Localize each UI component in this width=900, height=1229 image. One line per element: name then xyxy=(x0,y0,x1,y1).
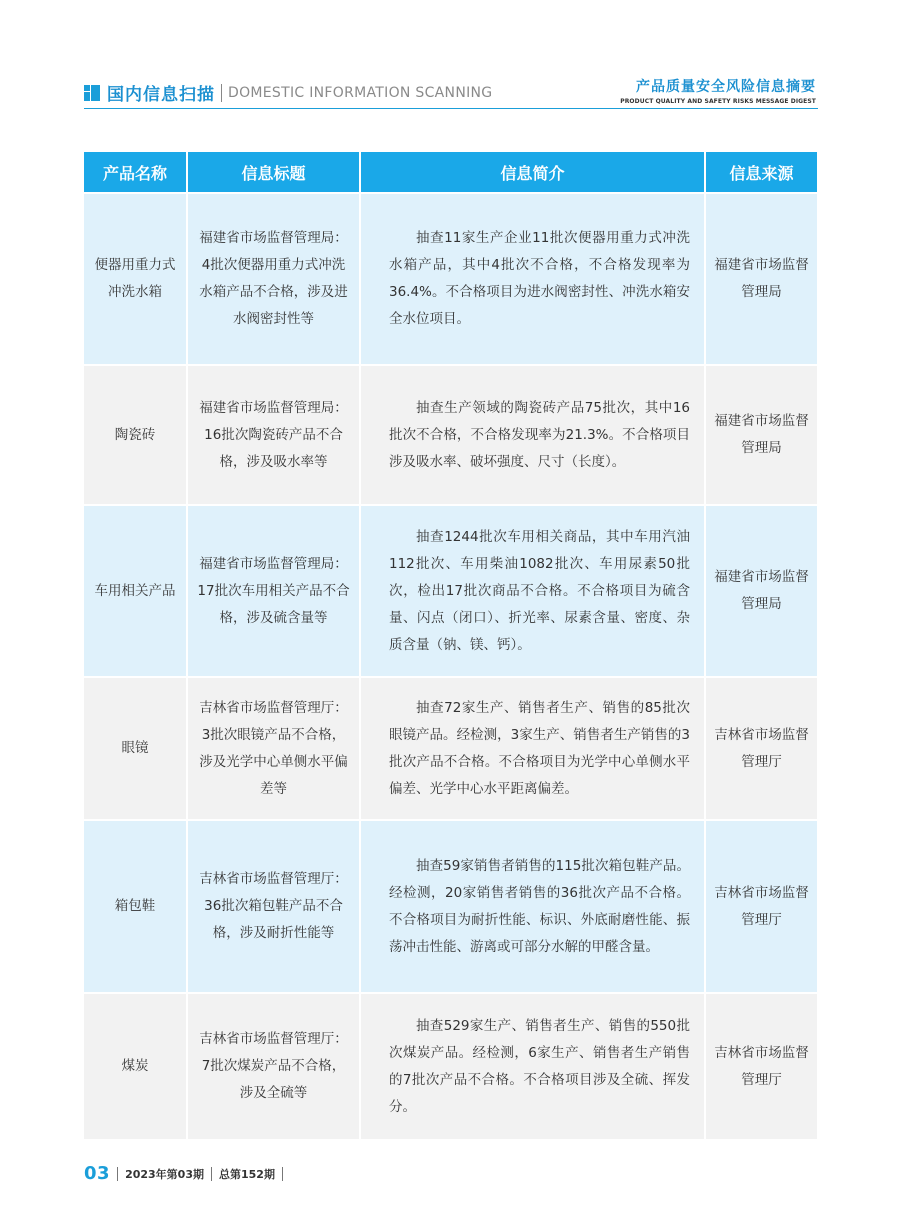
header-divider xyxy=(221,84,222,102)
info-summary: 抽查59家销售者销售的115批次箱包鞋产品。经检测，20家销售者销售的36批次产品不合格。不合格项目为耐折性能、标识、外底耐磨性能、振荡冲击性能、游离或可部分水解的甲醛含量。 xyxy=(360,820,705,993)
risk-info-table xyxy=(84,152,817,1141)
section-logo-icon xyxy=(84,85,100,101)
product-name: 陶瓷砖 xyxy=(84,365,187,505)
issue-label: 2023年第03期 xyxy=(125,1167,204,1181)
publication-title: 产品质量安全风险信息摘要 xyxy=(636,79,816,95)
info-summary: 抽查529家生产、销售者生产、销售的550批次煤炭产品。经检测，6家生产、销售者生产销售的7批次产品不合格。不合格项目涉及全硫、挥发分。 xyxy=(360,993,705,1140)
info-summary: 抽查生产领域的陶瓷砖产品75批次，其中16批次不合格，不合格发现率为21.3%。不合格项目涉及吸水率、破坏强度、尺寸（长度）。 xyxy=(360,365,705,505)
column-header-product: 产品名称 xyxy=(84,152,187,193)
page-header xyxy=(84,74,818,110)
publication-subtitle: PRODUCT QUALITY AND SAFETY RISKS MESSAGE DIGEST xyxy=(620,98,816,105)
info-title: 吉林省市场监督管理厅：3批次眼镜产品不合格，涉及光学中心单侧水平偏差等 xyxy=(187,677,360,820)
table-row xyxy=(84,193,817,365)
info-summary: 抽查72家生产、销售者生产、销售的85批次眼镜产品。经检测，3家生产、销售者生产销售的3批次产品不合格。不合格项目为光学中心单侧水平偏差、光学中心水平距离偏差。 xyxy=(360,677,705,820)
info-summary: 抽查11家生产企业11批次便器用重力式冲洗水箱产品，其中4批次不合格，不合格发现率为36.4%。不合格项目为进水阀密封性、冲洗水箱安全水位项目。 xyxy=(360,193,705,365)
section-title: 国内信息扫描 xyxy=(107,85,215,105)
product-name: 车用相关产品 xyxy=(84,505,187,677)
table-row xyxy=(84,993,817,1140)
header-rule xyxy=(84,108,818,109)
table-header-row xyxy=(84,152,817,193)
info-source: 吉林省市场监督管理厅 xyxy=(705,993,817,1140)
info-title: 吉林省市场监督管理厅：7批次煤炭产品不合格，涉及全硫等 xyxy=(187,993,360,1140)
section-header xyxy=(84,80,492,105)
info-source: 福建省市场监督管理局 xyxy=(705,193,817,365)
footer-divider xyxy=(117,1167,118,1181)
total-issue-label: 总第152期 xyxy=(219,1167,275,1181)
footer-divider xyxy=(211,1167,212,1181)
column-header-title: 信息标题 xyxy=(187,152,360,193)
product-name: 眼镜 xyxy=(84,677,187,820)
footer-divider xyxy=(282,1167,283,1181)
info-title: 福建省市场监督管理局：4批次便器用重力式冲洗水箱产品不合格，涉及进水阀密封性等 xyxy=(187,193,360,365)
table-row xyxy=(84,677,817,820)
page-footer xyxy=(84,1163,290,1184)
info-title: 福建省市场监督管理局：16批次陶瓷砖产品不合格，涉及吸水率等 xyxy=(187,365,360,505)
info-title: 吉林省市场监督管理厅：36批次箱包鞋产品不合格，涉及耐折性能等 xyxy=(187,820,360,993)
column-header-summary: 信息简介 xyxy=(360,152,705,193)
info-summary: 抽查1244批次车用相关商品，其中车用汽油112批次、车用柴油1082批次、车用尿素50批次，检出17批次商品不合格。不合格项目为硫含量、闪点（闭口）、折光率、尿素含量、密度、杂质含量（钠、镁、钙）。 xyxy=(360,505,705,677)
publication-header xyxy=(620,76,816,105)
product-name: 煤炭 xyxy=(84,993,187,1140)
table-row xyxy=(84,365,817,505)
info-source: 福建省市场监督管理局 xyxy=(705,365,817,505)
section-subtitle: DOMESTIC INFORMATION SCANNING xyxy=(228,84,493,101)
page-number: 03 xyxy=(84,1163,111,1184)
info-source: 福建省市场监督管理局 xyxy=(705,505,817,677)
column-header-source: 信息来源 xyxy=(705,152,817,193)
product-name: 便器用重力式冲洗水箱 xyxy=(84,193,187,365)
info-source: 吉林省市场监督管理厅 xyxy=(705,677,817,820)
info-source: 吉林省市场监督管理厅 xyxy=(705,820,817,993)
table-row xyxy=(84,505,817,677)
info-title: 福建省市场监督管理局：17批次车用相关产品不合格，涉及硫含量等 xyxy=(187,505,360,677)
table-row xyxy=(84,820,817,993)
product-name: 箱包鞋 xyxy=(84,820,187,993)
